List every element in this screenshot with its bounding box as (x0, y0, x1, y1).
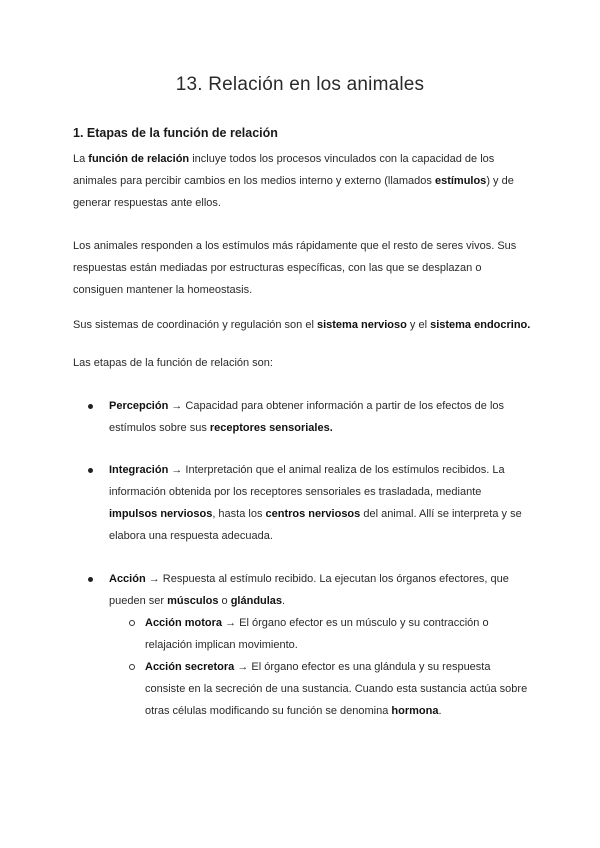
paragraph-systems: Sus sistemas de coordinación y regulación son el sistema nervioso y el sistema endocrino. (73, 319, 531, 331)
bullet-dot (88, 468, 93, 473)
term-funcion-relacion: función de relación (88, 153, 190, 165)
paragraph-stages-intro: Las etapas de la función de relación son: (73, 357, 273, 369)
bullet-accion: Acción → Respuesta al estímulo recibido. La ejecutan los órganos efectores, que pueden ser músculos o glándulas. (109, 573, 509, 607)
bullet-dot (88, 577, 93, 582)
sub-bullet-circle (129, 664, 135, 670)
bullet-dot (88, 404, 93, 409)
sub-bullet-circle (129, 620, 135, 626)
section-heading: 1. Etapas de la función de relación (73, 126, 278, 140)
paragraph-response: Los animales responden a los estímulos más rápidamente que el resto de seres vivos. Sus respuestas están mediadas por estructuras específicas, con las que se desplazan o consiguen mantener la homeostasis. (73, 240, 517, 296)
bullet-percepcion: Percepción → Capacidad para obtener información a partir de los efectos de los estímulos sobre sus receptores sensoriales. (109, 400, 505, 434)
bullet-integracion: Integración → Interpretación que el animal realiza de los estímulos recibidos. La información obtenida por los receptores sensoriales es trasladada, mediante impulsos nerviosos, hasta los centros nerviosos del animal. Allí se interpreta y se elabora una respuesta adecuada. (109, 464, 522, 542)
sub-bullet-motora: Acción motora → El órgano efector es un músculo y su contracción o relajación implican movimiento. (145, 617, 489, 651)
page-title: 13. Relación en los animales (175, 74, 425, 95)
term-sistema-endocrino: sistema endocrino. (430, 319, 531, 331)
term-estimulos: estímulos (434, 175, 487, 187)
sub-bullet-secretora: Acción secretora → El órgano efector es una glándula y su respuesta consiste en la secreción de una sustancia. Cuando esta sustancia actúa sobre otras células modificando su función se denomina hormona. (145, 661, 528, 717)
term-sistema-nervioso: sistema nervioso (316, 319, 407, 331)
paragraph-definition: La función de relación incluye todos los procesos vinculados con la capacidad de los animales para percibir cambios en los medios interno y externo (llamados estímulos) y de generar respuestas ante ellos. (73, 153, 514, 209)
